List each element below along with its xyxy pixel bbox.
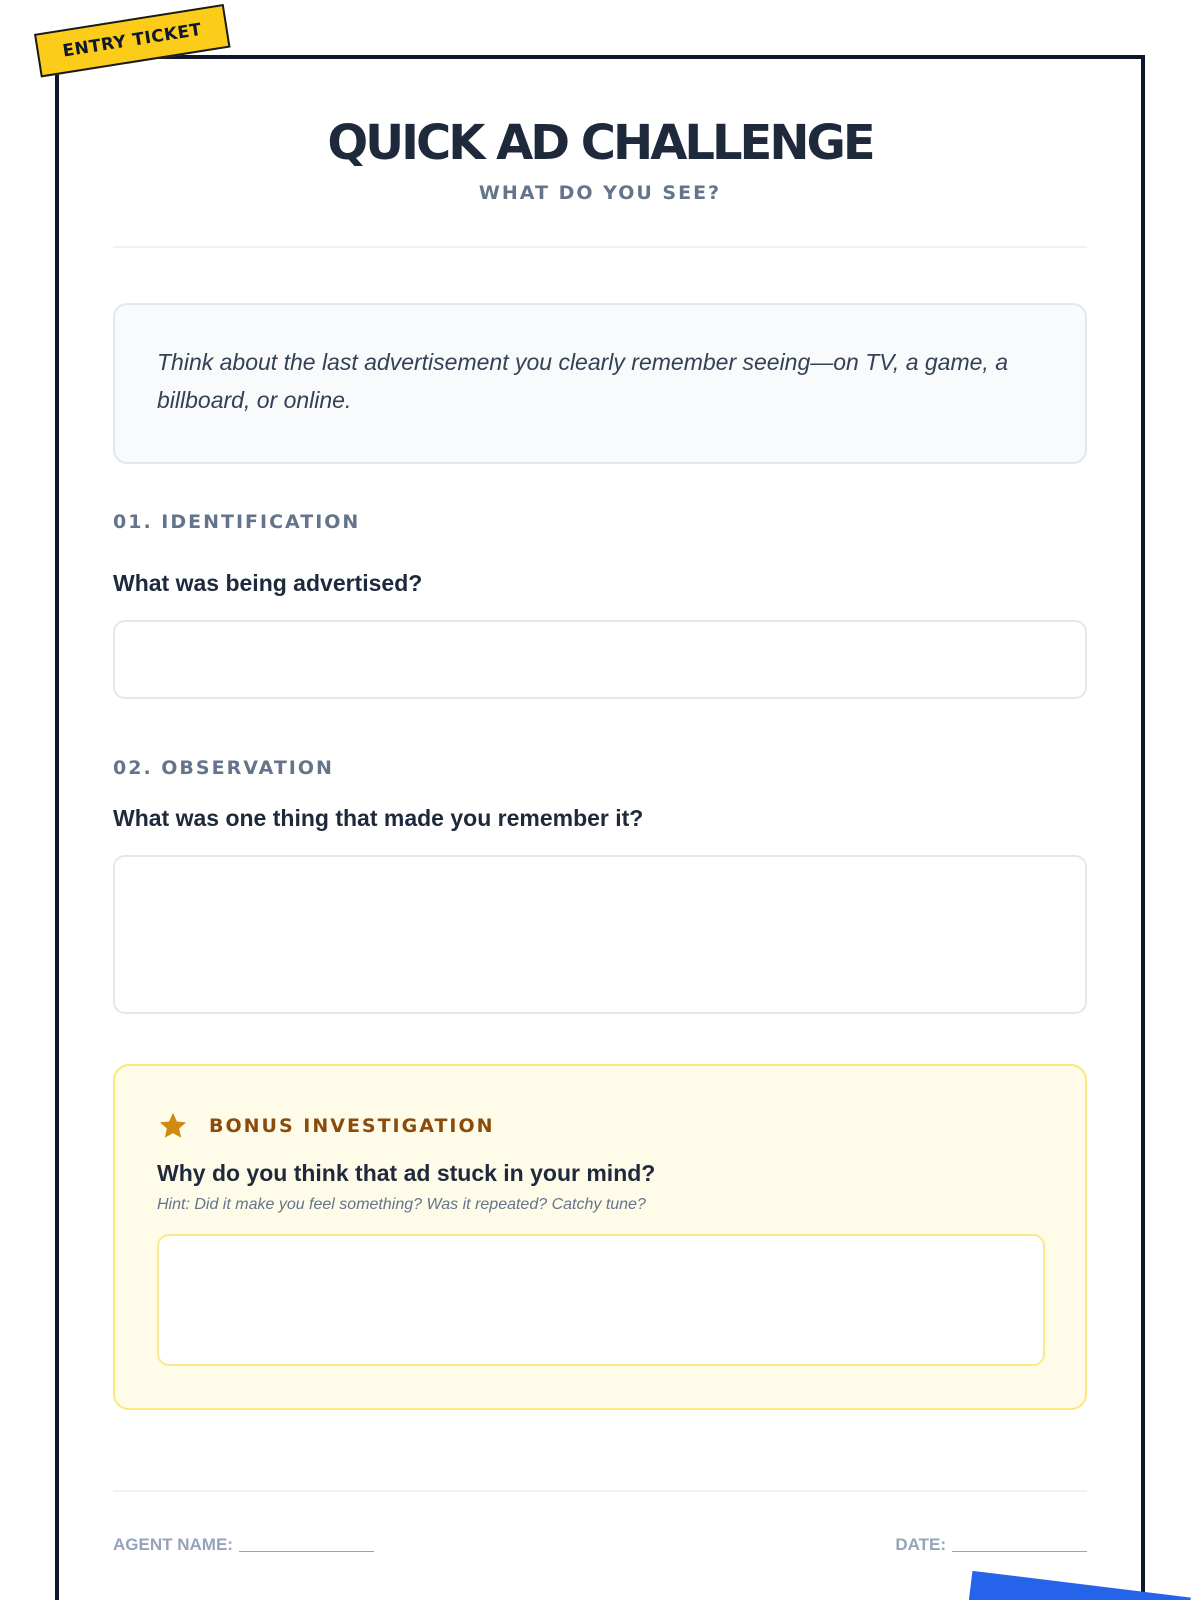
- footer-divider: [113, 1490, 1087, 1492]
- date-line[interactable]: [952, 1551, 1087, 1552]
- header-divider: [113, 246, 1087, 248]
- date-label: DATE:: [895, 1535, 946, 1554]
- intro-text: Think about the last advertisement you clearly remember seeing—on TV, a game, a billboard, or online.: [157, 349, 1008, 413]
- intro-callout: [113, 303, 1087, 464]
- entry-ticket-label: ENTRY TICKET: [61, 19, 204, 62]
- bonus-hint: Hint: Did it make you feel something? Was it repeated? Catchy tune?: [157, 1196, 646, 1213]
- question-identification: What was being advertised?: [113, 570, 423, 596]
- identification-answer-field[interactable]: [113, 620, 1087, 699]
- date-field[interactable]: [895, 1534, 1087, 1556]
- page-subtitle: WHAT DO YOU SEE?: [478, 182, 722, 204]
- question-observation: What was one thing that made you remember it?: [113, 805, 644, 831]
- bonus-header: [157, 1110, 495, 1142]
- section-label-observation: 02. OBSERVATION: [113, 757, 334, 779]
- page-title: QUICK AD CHALLENGE: [327, 115, 873, 171]
- agent-name-line[interactable]: [239, 1551, 374, 1552]
- bonus-title: BONUS INVESTIGATION: [209, 1115, 495, 1137]
- agent-name-label: AGENT NAME:: [113, 1535, 233, 1554]
- section-label-identification: 01. IDENTIFICATION: [113, 511, 361, 533]
- observation-answer-field[interactable]: [113, 855, 1087, 1014]
- bonus-question: Why do you think that ad stuck in your mind?: [157, 1160, 656, 1186]
- bonus-investigation-panel: [113, 1064, 1087, 1410]
- bonus-answer-field[interactable]: [157, 1234, 1045, 1366]
- agent-name-field[interactable]: [113, 1534, 374, 1556]
- star-icon: [157, 1110, 189, 1142]
